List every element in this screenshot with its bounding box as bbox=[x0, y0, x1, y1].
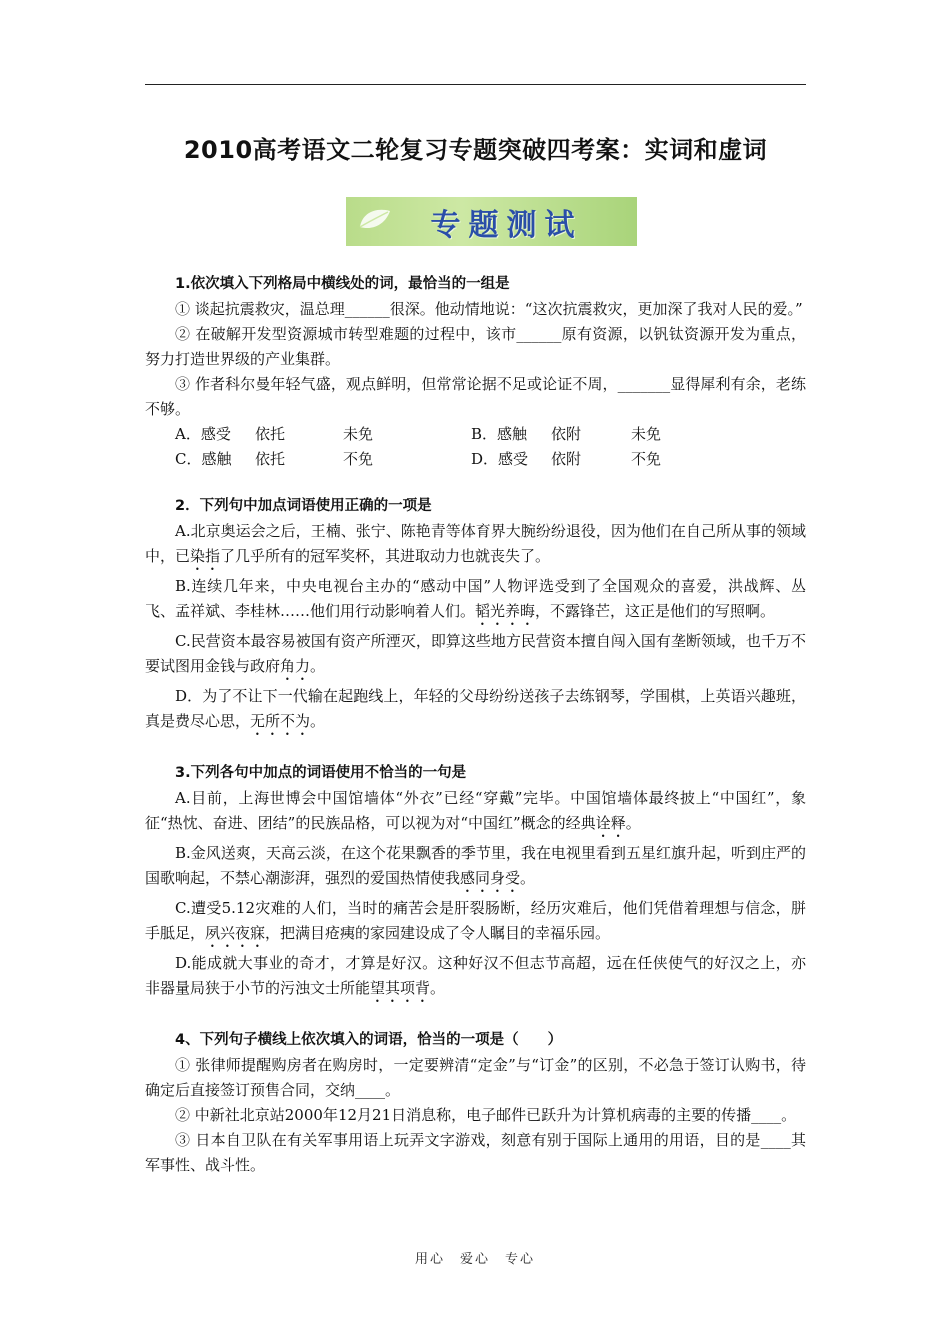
question-2-option-c: C.民营资本最容易被国有资产所湮灭，即算这些地方民营资本擅自闯入国有垄断领域，也千万不要试图用金钱与政府角力。 bbox=[145, 632, 806, 675]
dotted-word: 望其项背 bbox=[370, 979, 431, 997]
question-3-option-b: B.金风送爽，天高云淡，在这个花果飘香的季节里，我在电视里看到五星红旗升起，听到庄严的国歌响起，不禁心潮澎湃，强烈的爱国热情使我感同身受。 bbox=[145, 844, 806, 887]
question-3-title: 3.下列各句中加点的词语使用不恰当的一句是 bbox=[175, 765, 467, 781]
question-4-item-1: ① 张律师提醒购房者在购房时，一定要辨清“定金”与“订金”的区别，不必急于签订认购书，待确定后直接签订预售合同，交纳____。 bbox=[145, 1056, 806, 1099]
question-1-title: 1.依次填入下列格局中横线处的词，最恰当的一组是 bbox=[175, 276, 510, 292]
page-title: 2010高考语文二轮复习专题突破四考案：实词和虚词 bbox=[183, 136, 768, 164]
option-b-word-2: 依附 bbox=[551, 425, 582, 443]
question-3-option-a: A.目前，上海世博会中国馆墙体“外衣”已经“穿戴”完毕。中国馆墙体最终披上“中国红”，象征“热忱、奋进、团结”的民族品格，可以视为对“中国红”概念的经典诠释。 bbox=[145, 789, 806, 832]
dotted-word: 染指 bbox=[190, 547, 221, 565]
option-a-word-2: 依托 bbox=[255, 425, 286, 443]
question-2-option-b: B.连续几年来，中央电视台主办的“感动中国”人物评选受到了全国观众的喜爱，洪战辉、丛飞、孟祥斌、李桂林……他们用行动影响着人们。韬光养晦，不露锋芒，这正是他们的写照啊。 bbox=[145, 577, 806, 620]
dotted-word: 角力 bbox=[280, 657, 311, 675]
question-2-option-a: A.北京奥运会之后，王楠、张宁、陈艳青等体育界大腕纷纷退役，因为他们在自己所从事的领域中，已染指了几乎所有的冠军奖杯，其进取动力也就丧失了。 bbox=[145, 522, 806, 565]
option-d-word-2: 依附 bbox=[551, 450, 582, 468]
dotted-word: 韬光养晦 bbox=[475, 602, 536, 620]
dotted-word: 无所不为 bbox=[250, 712, 311, 730]
question-4-title: 4、下列句子横线上依次填入的词语，恰当的一项是（ ） bbox=[175, 1032, 563, 1048]
question-2-title: 2．下列句中加点词语使用正确的一项是 bbox=[175, 498, 432, 514]
question-4-item-2: ② 中新社北京站2000年12月21日消息称，电子邮件已跃升为计算机病毒的主要的传播____。 bbox=[175, 1106, 797, 1124]
question-1-options-row-1 bbox=[145, 422, 806, 447]
topic-banner bbox=[346, 197, 637, 246]
question-4-item-3: ③ 日本自卫队在有关军事用语上玩弄文字游戏，刻意有别于国际上通用的用语，目的是____其军事性、战斗性。 bbox=[145, 1131, 806, 1174]
option-a-word-3: 未免 bbox=[343, 425, 374, 443]
question-1-item-1: ① 谈起抗震救灾，温总理______很深。他动情地说：“这次抗震救灾，更加深了我对人民的爱。” bbox=[175, 300, 803, 318]
page-footer: 用心 爱心 专心 bbox=[414, 1252, 535, 1267]
document-body bbox=[145, 272, 806, 1178]
dotted-word: 诠释 bbox=[595, 814, 626, 832]
option-b-word-1: B．感触 bbox=[471, 425, 528, 443]
dotted-word: 夙兴夜寐 bbox=[205, 924, 266, 942]
header-rule bbox=[145, 84, 806, 85]
question-1-options-row-2 bbox=[145, 447, 806, 472]
option-a-word-1: A．感受 bbox=[175, 425, 231, 443]
question-2-option-d: D．为了不让下一代输在起跑线上，年轻的父母纷纷送孩子去练钢琴，学围棋，上英语兴趣班，真是费尽心思，无所不为。 bbox=[145, 687, 806, 730]
leaf-icon bbox=[356, 205, 396, 233]
dotted-word: 感同身受 bbox=[460, 869, 521, 887]
option-c-word-2: 依托 bbox=[255, 450, 286, 468]
question-1-item-3: ③ 作者科尔曼年轻气盛，观点鲜明，但常常论据不足或论证不周，_______显得犀利有余，老练不够。 bbox=[145, 375, 806, 418]
option-d-word-3: 不免 bbox=[631, 450, 662, 468]
question-1-item-2: ② 在破解开发型资源城市转型难题的过程中，该市______原有资源，以钒钛资源开发为重点，努力打造世界级的产业集群。 bbox=[145, 325, 806, 368]
option-c-word-1: C．感触 bbox=[175, 450, 232, 468]
option-b-word-3: 未免 bbox=[631, 425, 662, 443]
option-d-word-1: D．感受 bbox=[471, 450, 529, 468]
question-3-option-d: D.能成就大事业的奇才，才算是好汉。这种好汉不但志节高超，远在任侠使气的好汉之上，亦非器量局狭于小节的污浊文士所能望其项背。 bbox=[145, 954, 806, 997]
banner-text: 专题测试 bbox=[430, 207, 583, 243]
option-c-word-3: 不免 bbox=[343, 450, 374, 468]
question-3-option-c: C.遭受5.12灾难的人们，当时的痛苦会是肝裂肠断，经历灾难后，他们凭借着理想与信念，胼手胝足，夙兴夜寐，把满目疮痍的家园建设成了令人瞩目的幸福乐园。 bbox=[145, 899, 806, 942]
